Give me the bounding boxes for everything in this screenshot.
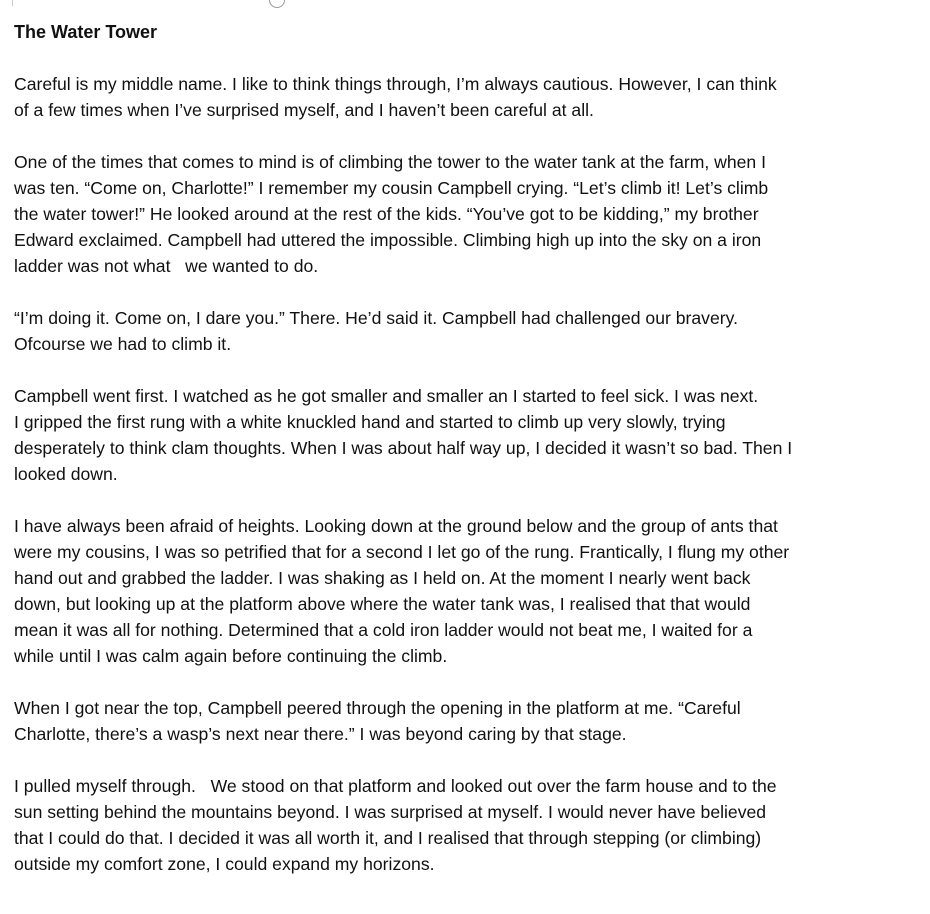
- document-title: The Water Tower: [14, 22, 158, 42]
- paragraph-2: One of the times that comes to mind is of climbing the tower to the water tank at the farm, when I was ten. “Come on, Charlotte!” I remember my cousin Campbell crying. “Let’s climb it! Let’s climb the water tower!” He looked around at the rest of the kids. “You’ve got to be kidding,” my brother Edward exclaimed. Campbell had uttered the impossible. Climbing high up into the sky on a iron ladder was not what we wanted to do.: [14, 152, 769, 276]
- circle-mark-icon: [269, 0, 285, 8]
- paragraph-6: When I got near the top, Campbell peered through the opening in the platform at me. “Careful Charlotte, there’s a wasp’s next near there.” I was beyond caring by that stage.: [14, 698, 741, 744]
- page-top-edge: [12, 0, 893, 6]
- paragraph-3: “I’m doing it. Come on, I dare you.” There. He’d said it. Campbell had challenged our bravery. Ofcourse we had to climb it.: [14, 308, 738, 354]
- paragraph-4: Campbell went first. I watched as he got smaller and smaller an I started to feel sick. I was next. I gripped the first rung with a white knuckled hand and started to climb up very slowly, trying desperately to think clam thoughts. When I was about half way up, I decided it wasn’t so bad. Then I looked down.: [14, 386, 793, 484]
- paragraph-5: I have always been afraid of heights. Looking down at the ground below and the group of ants that were my cousins, I was so petrified that for a second I let go of the rung. Frantically, I flung my other hand out and grabbed the ladder. I was shaking as I held on. At the moment I nearly went back down, but looking up at the platform above where the water tank was, I realised that that would mean it was all for nothing. Determined that a cold iron ladder would not beat me, I waited for a while until I was calm again before continuing the climb.: [14, 516, 790, 666]
- document-body: [14, 19, 894, 903]
- paragraph-7: I pulled myself through. We stood on that platform and looked out over the farm house and to the sun setting behind the mountains beyond. I was surprised at myself. I would never have believed that I could do that. I decided it was all worth it, and I realised that through stepping (or climbing) outside my comfort zone, I could expand my horizons.: [14, 776, 777, 874]
- paragraph-1: Careful is my middle name. I like to think things through, I’m always cautious. However, I can think of a few times when I’ve surprised myself, and I haven’t been careful at all.: [14, 74, 777, 120]
